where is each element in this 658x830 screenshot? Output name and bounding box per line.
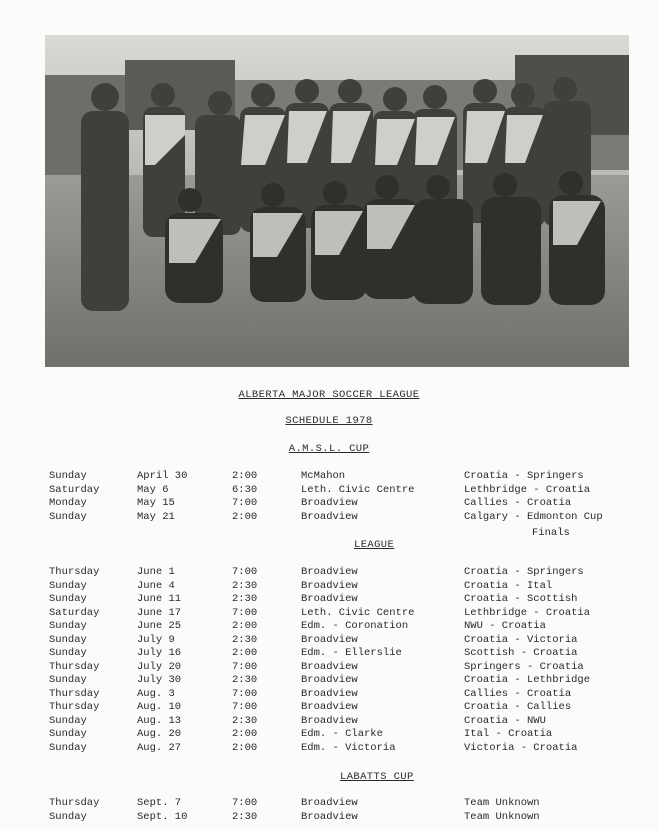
venue-cell: Broadview xyxy=(301,633,358,646)
cup-heading-text: A.M.S.L. CUP xyxy=(288,443,370,455)
day-cell: Thursday xyxy=(49,797,100,809)
match-cell: Victoria - Croatia xyxy=(464,741,578,754)
schedule-row xyxy=(0,674,658,688)
schedule-row xyxy=(0,797,658,811)
venue-cell: Broadview xyxy=(301,714,358,727)
venue-cell: Broadview xyxy=(301,674,358,686)
schedule-row xyxy=(0,811,658,825)
match-cell: Callies - Croatia xyxy=(464,687,572,700)
match-cell: Scottish - Croatia xyxy=(464,647,578,659)
date-cell: Aug. 13 xyxy=(137,714,182,727)
venue-cell: Leth. Civic Centre xyxy=(301,483,415,496)
match-cell: NWU - Croatia xyxy=(464,620,546,632)
time-cell: 2:30 xyxy=(232,579,258,592)
match-cell: Lethbridge - Croatia xyxy=(464,483,591,496)
team-photo-graphic xyxy=(45,35,629,367)
venue-cell: Broadview xyxy=(301,497,358,509)
match-cell: Team Unknown xyxy=(464,810,540,823)
cup-heading xyxy=(0,443,658,455)
day-cell: Sunday xyxy=(49,510,87,523)
time-cell: 2:30 xyxy=(232,633,258,646)
date-cell: Aug. 27 xyxy=(137,741,182,754)
match-cell: Ital - Croatia xyxy=(464,728,553,740)
venue-cell: Leth. Civic Centre xyxy=(301,606,415,619)
match-cell: Callies - Croatia xyxy=(464,497,572,509)
time-cell: 7:00 xyxy=(232,660,258,673)
date-cell: May 21 xyxy=(137,510,175,523)
time-cell: 7:00 xyxy=(232,701,258,713)
match-cell: Croatia - Scottish xyxy=(464,593,578,605)
time-cell: 2:30 xyxy=(232,674,258,686)
schedule-text: SCHEDULE 1978 xyxy=(285,415,373,427)
day-cell: Saturday xyxy=(49,606,100,619)
day-cell: Sunday xyxy=(49,714,87,727)
team-photo xyxy=(45,35,629,367)
venue-cell: McMahon xyxy=(301,470,346,482)
league-name-heading xyxy=(0,389,658,401)
venue-cell: Broadview xyxy=(301,660,358,673)
schedule-row xyxy=(0,742,658,756)
day-cell: Sunday xyxy=(49,470,87,482)
schedule-row xyxy=(0,566,658,580)
time-cell: 2:00 xyxy=(232,510,258,523)
schedule-row xyxy=(0,634,658,648)
date-cell: Aug. 10 xyxy=(137,701,182,713)
schedule-row xyxy=(0,715,658,729)
cup-final-note: Finals xyxy=(532,527,570,539)
date-cell: Sept. 10 xyxy=(137,810,188,823)
venue-cell: Edm. - Ellerslie xyxy=(301,647,402,659)
date-cell: July 16 xyxy=(137,647,182,659)
match-cell: Croatia - Victoria xyxy=(464,633,578,646)
date-cell: June 11 xyxy=(137,593,182,605)
day-cell: Sunday xyxy=(49,593,87,605)
time-cell: 2:00 xyxy=(232,741,258,754)
venue-cell: Edm. - Coronation xyxy=(301,620,409,632)
match-cell: Croatia - NWU xyxy=(464,714,546,727)
date-cell: May 6 xyxy=(137,483,169,496)
day-cell: Thursday xyxy=(49,687,100,700)
day-cell: Sunday xyxy=(49,633,87,646)
day-cell: Sunday xyxy=(49,728,87,740)
match-cell: Calgary - Edmonton Cup xyxy=(464,510,603,523)
day-cell: Monday xyxy=(49,497,87,509)
match-cell: Croatia - Springers xyxy=(464,470,584,482)
schedule-row xyxy=(0,701,658,715)
day-cell: Sunday xyxy=(49,741,87,754)
match-cell: Lethbridge - Croatia xyxy=(464,606,591,619)
venue-cell: Broadview xyxy=(301,510,358,523)
day-cell: Thursday xyxy=(49,566,100,578)
time-cell: 7:00 xyxy=(232,497,258,509)
date-cell: April 30 xyxy=(137,470,188,482)
venue-cell: Edm. - Clarke xyxy=(301,728,383,740)
day-cell: Sunday xyxy=(49,674,87,686)
day-cell: Saturday xyxy=(49,483,100,496)
venue-cell: Broadview xyxy=(301,701,358,713)
time-cell: 7:00 xyxy=(232,606,258,619)
labatts-schedule-list xyxy=(0,797,658,824)
schedule-row xyxy=(0,607,658,621)
match-cell: Croatia - Ital xyxy=(464,579,553,592)
date-cell: Aug. 20 xyxy=(137,728,182,740)
schedule-row xyxy=(0,728,658,742)
day-cell: Thursday xyxy=(49,660,100,673)
time-cell: 2:30 xyxy=(232,593,258,605)
date-cell: July 20 xyxy=(137,660,182,673)
league-schedule-list xyxy=(0,566,658,755)
cup-schedule-list xyxy=(0,470,658,524)
schedule-row xyxy=(0,620,658,634)
schedule-row xyxy=(0,593,658,607)
venue-cell: Broadview xyxy=(301,797,358,809)
schedule-row xyxy=(0,497,658,511)
time-cell: 7:00 xyxy=(232,797,258,809)
date-cell: July 30 xyxy=(137,674,182,686)
day-cell: Sunday xyxy=(49,620,87,632)
time-cell: 7:00 xyxy=(232,566,258,578)
match-cell: Croatia - Lethbridge xyxy=(464,674,591,686)
venue-cell: Broadview xyxy=(301,687,358,700)
league-name-text: ALBERTA MAJOR SOCCER LEAGUE xyxy=(238,389,420,401)
venue-cell: Broadview xyxy=(301,579,358,592)
date-cell: May 15 xyxy=(137,497,175,509)
league-heading: LEAGUE xyxy=(354,539,395,551)
time-cell: 2:00 xyxy=(232,647,258,659)
date-cell: Sept. 7 xyxy=(137,797,182,809)
time-cell: 2:30 xyxy=(232,810,258,823)
venue-cell: Broadview xyxy=(301,593,358,605)
time-cell: 7:00 xyxy=(232,687,258,700)
day-cell: Sunday xyxy=(49,579,87,592)
day-cell: Sunday xyxy=(49,810,87,823)
date-cell: July 9 xyxy=(137,633,175,646)
date-cell: June 1 xyxy=(137,566,175,578)
time-cell: 2:30 xyxy=(232,714,258,727)
time-cell: 2:00 xyxy=(232,728,258,740)
schedule-row xyxy=(0,484,658,498)
schedule-row xyxy=(0,580,658,594)
match-cell: Springers - Croatia xyxy=(464,660,584,673)
venue-cell: Broadview xyxy=(301,566,358,578)
time-cell: 2:00 xyxy=(232,620,258,632)
match-cell: Croatia - Callies xyxy=(464,701,572,713)
date-cell: June 17 xyxy=(137,606,182,619)
labatts-heading: LABATTS CUP xyxy=(340,771,414,783)
date-cell: Aug. 3 xyxy=(137,687,175,700)
schedule-row xyxy=(0,661,658,675)
schedule-row xyxy=(0,688,658,702)
day-cell: Thursday xyxy=(49,701,100,713)
time-cell: 6:30 xyxy=(232,483,258,496)
time-cell: 2:00 xyxy=(232,470,258,482)
date-cell: June 25 xyxy=(137,620,182,632)
schedule-row xyxy=(0,647,658,661)
schedule-row xyxy=(0,470,658,484)
venue-cell: Edm. - Victoria xyxy=(301,741,396,754)
match-cell: Croatia - Springers xyxy=(464,566,584,578)
day-cell: Sunday xyxy=(49,647,87,659)
date-cell: June 4 xyxy=(137,579,175,592)
schedule-heading xyxy=(0,415,658,427)
venue-cell: Broadview xyxy=(301,810,358,823)
match-cell: Team Unknown xyxy=(464,797,540,809)
schedule-row xyxy=(0,511,658,525)
